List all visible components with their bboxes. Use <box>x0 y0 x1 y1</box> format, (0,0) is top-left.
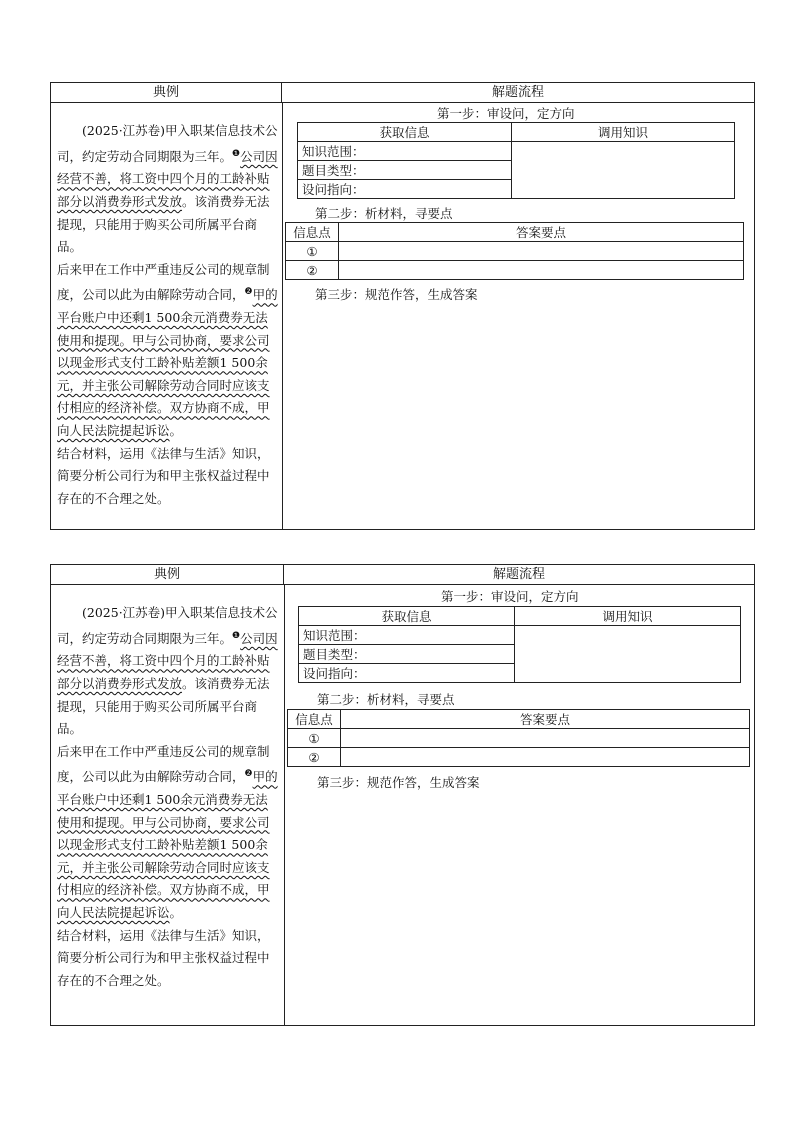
col-answer-point: 答案要点 <box>339 223 744 242</box>
header-example: 典例 <box>51 83 282 103</box>
col-get-info: 获取信息 <box>298 123 512 142</box>
step-1-label: 第一步：审设问，定方向 <box>441 589 579 604</box>
paragraph-3: 结合材料，运用《法律与生活》知识，简要分析公司行为和甲主张权益过程中存在的不合理之处。 <box>57 445 270 506</box>
info-table <box>297 122 735 199</box>
step-2-label: 第二步：析材料，寻要点 <box>315 206 453 221</box>
text-2a: 后来甲在工作中严重违反公司的规章制度，公司以此为由解除劳动合同， <box>57 743 270 785</box>
knowledge-cell <box>515 626 741 683</box>
step-1-label: 第一步：审设问，定方向 <box>437 106 575 121</box>
knowledge-cell <box>512 142 735 199</box>
header-process: 解题流程 <box>282 83 754 103</box>
paragraph-2 <box>57 259 279 443</box>
info-table <box>298 606 741 683</box>
header-process: 解题流程 <box>284 565 754 585</box>
info-point-1: ① <box>286 242 339 261</box>
marker-2: ❷ <box>244 769 253 780</box>
col-use-knowledge: 调用知识 <box>515 607 741 626</box>
row-question-type: 题目类型： <box>299 645 515 664</box>
intro-text: (2025·江苏卷)甲入职某信息技术公司，约定劳动合同期限为三年。 <box>57 123 278 164</box>
column-divider <box>282 103 283 529</box>
row-question-direction: 设问指向： <box>298 180 512 199</box>
header-example: 典例 <box>51 565 284 585</box>
text-1: 。该消费券无法提现，只能用于购买公司所属平台商品。 <box>57 193 270 255</box>
paragraph-1 <box>57 602 279 741</box>
marker-1: ❶ <box>232 630 241 641</box>
text-2a: 后来甲在工作中严重违反公司的规章制度，公司以此为由解除劳动合同， <box>57 261 270 303</box>
example-text <box>57 602 279 992</box>
marker-1: ❶ <box>232 148 241 159</box>
underline-1: 公司因经营不善，将工资中四个月的工龄补贴部分以消费券形式发放 <box>57 630 278 691</box>
answer-2 <box>339 261 744 280</box>
answer-1 <box>339 242 744 261</box>
col-info-point: 信息点 <box>286 223 339 242</box>
info-point-2: ② <box>288 748 341 767</box>
underline-2: 甲的平台账户中还剩1 500余元消费券无法使用和提现。甲与公司协商，要求公司以现金形式支付工龄补贴差额1 500余元，并主张公司解除劳动合同时应该支付相应的经济补偿。双方协商不成，甲向人民法院提起诉讼 <box>57 769 278 921</box>
example-block-1 <box>50 82 755 530</box>
example-block-2 <box>50 564 755 1026</box>
text-2b: 。 <box>169 905 183 921</box>
answer-table <box>287 709 750 767</box>
marker-2: ❷ <box>244 287 253 298</box>
answer-table <box>285 222 744 280</box>
text-2b: 。 <box>169 423 183 439</box>
text-1: 。该消费券无法提现，只能用于购买公司所属平台商品。 <box>57 675 270 737</box>
info-point-1: ① <box>288 729 341 748</box>
row-knowledge-scope: 知识范围： <box>299 626 515 645</box>
step-3-label: 第三步：规范作答，生成答案 <box>315 287 478 302</box>
answer-1 <box>341 729 750 748</box>
info-point-2: ② <box>286 261 339 280</box>
col-use-knowledge: 调用知识 <box>512 123 735 142</box>
answer-2 <box>341 748 750 767</box>
row-question-type: 题目类型： <box>298 161 512 180</box>
step-3-label: 第三步：规范作答，生成答案 <box>317 775 480 790</box>
col-info-point: 信息点 <box>288 710 341 729</box>
col-get-info: 获取信息 <box>299 607 515 626</box>
col-answer-point: 答案要点 <box>341 710 750 729</box>
example-text <box>57 120 279 510</box>
underline-1: 公司因经营不善，将工资中四个月的工龄补贴部分以消费券形式发放 <box>57 148 278 209</box>
step-2-label: 第二步：析材料，寻要点 <box>317 692 455 707</box>
column-divider <box>284 585 285 1025</box>
row-question-direction: 设问指向： <box>299 664 515 683</box>
intro-text: (2025·江苏卷)甲入职某信息技术公司，约定劳动合同期限为三年。 <box>57 605 278 646</box>
row-knowledge-scope: 知识范围： <box>298 142 512 161</box>
paragraph-1 <box>57 120 279 259</box>
paragraph-3: 结合材料，运用《法律与生活》知识，简要分析公司行为和甲主张权益过程中存在的不合理之处。 <box>57 927 270 988</box>
underline-2: 甲的平台账户中还剩1 500余元消费券无法使用和提现。甲与公司协商，要求公司以现金形式支付工龄补贴差额1 500余元，并主张公司解除劳动合同时应该支付相应的经济补偿。双方协商不成，甲向人民法院提起诉讼 <box>57 287 278 439</box>
paragraph-2 <box>57 741 279 925</box>
